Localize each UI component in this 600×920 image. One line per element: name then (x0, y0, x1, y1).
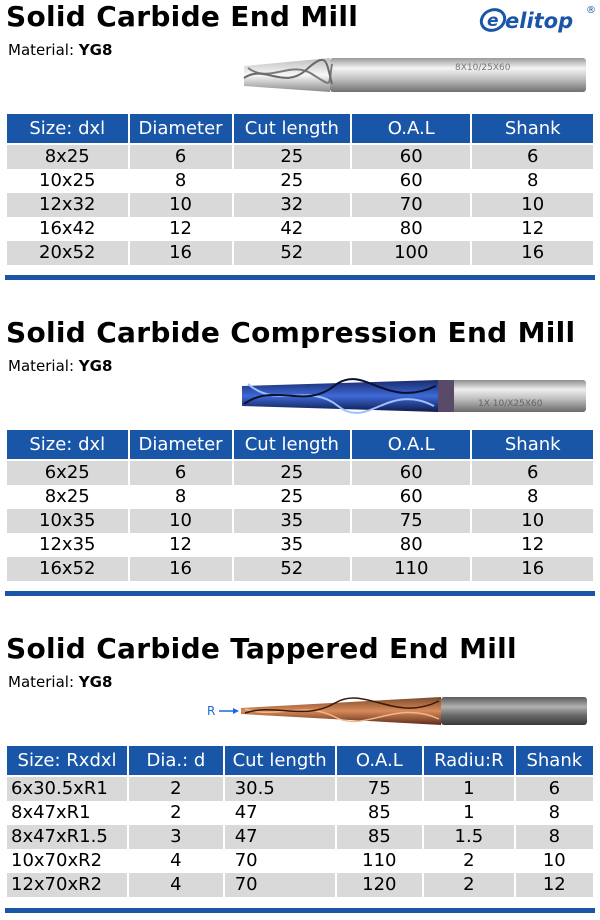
table-cell: 52 (234, 241, 350, 265)
header-cut-length: Cut length (234, 114, 350, 145)
table-row (7, 801, 593, 825)
table-row (7, 825, 593, 849)
table-row (7, 533, 593, 557)
table-row (7, 557, 593, 581)
table-cell: 47 (225, 825, 335, 849)
table-cell: 8 (516, 801, 593, 825)
table-cell: 42 (234, 217, 350, 241)
material-line (8, 673, 112, 691)
table-cell: 2 (129, 777, 223, 801)
table-cell: 110 (352, 557, 470, 581)
table-cell: 70 (225, 849, 335, 873)
table-cell: 16x42 (7, 217, 128, 241)
table-cell: 6 (130, 145, 232, 169)
radius-label: R (207, 704, 216, 718)
table-cell: 8 (130, 169, 232, 193)
table-cell: 6 (516, 777, 593, 801)
table-cell: 80 (352, 217, 470, 241)
header-cut-length: Cut length (225, 746, 335, 777)
table-cell: 60 (352, 461, 470, 485)
table-cell: 16x52 (7, 557, 128, 581)
table-cell: 47 (225, 801, 335, 825)
table-cell: 60 (352, 169, 470, 193)
table-cell: 35 (234, 509, 350, 533)
table-cell: 12 (516, 873, 593, 897)
header-shank: Shank (472, 114, 593, 145)
table-cell: 6x25 (7, 461, 128, 485)
header-size: Size: Rxdxl (7, 746, 127, 777)
header-oal: O.A.L (352, 430, 470, 461)
spec-table (5, 746, 595, 897)
material-line (8, 357, 112, 375)
table-row (7, 777, 593, 801)
table-cell: 1 (424, 777, 514, 801)
table-cell: 25 (234, 485, 350, 509)
table-cell: 2 (424, 873, 514, 897)
svg-text:e: e (487, 11, 499, 31)
table-cell: 6 (130, 461, 232, 485)
table-cell: 85 (337, 825, 422, 849)
table-cell: 8x47xR1.5 (7, 825, 127, 849)
section-divider (5, 275, 595, 280)
header-diameter: Dia.: d (129, 746, 223, 777)
registered-mark: ® (586, 5, 596, 16)
table-cell: 8x25 (7, 145, 128, 169)
table-cell: 1.5 (424, 825, 514, 849)
table-cell: 25 (234, 169, 350, 193)
tool-engraving: 1X 10/X25X60 (478, 399, 543, 409)
table-cell: 6 (472, 461, 593, 485)
table-cell: 85 (337, 801, 422, 825)
table-cell: 8x47xR1 (7, 801, 127, 825)
table-cell: 25 (234, 145, 350, 169)
table-cell: 8 (516, 825, 593, 849)
table-cell: 120 (337, 873, 422, 897)
table-cell: 12x32 (7, 193, 128, 217)
table-cell: 52 (234, 557, 350, 581)
end-mill-image (240, 54, 600, 102)
table-row (7, 873, 593, 897)
table-row (7, 509, 593, 533)
table-cell: 8x25 (7, 485, 128, 509)
table-cell: 8 (472, 169, 593, 193)
header-size: Size: dxl (7, 114, 128, 145)
table-cell: 10x70xR2 (7, 849, 127, 873)
table-cell: 10 (472, 193, 593, 217)
compression-end-mill-image (238, 376, 598, 420)
table-row (7, 241, 593, 265)
header-oal: O.A.L (337, 746, 422, 777)
table-cell: 12x70xR2 (7, 873, 127, 897)
section-divider (5, 908, 595, 913)
table-cell: 30.5 (225, 777, 335, 801)
table-cell: 80 (352, 533, 470, 557)
table-cell: 16 (472, 241, 593, 265)
spec-table (5, 114, 595, 265)
table-row (7, 485, 593, 509)
section-title: Solid Carbide End Mill (6, 0, 359, 33)
table-row (7, 849, 593, 873)
table-cell: 2 (129, 801, 223, 825)
table-cell: 6 (472, 145, 593, 169)
table-cell: 12 (472, 533, 593, 557)
header-shank: Shank (516, 746, 593, 777)
table-row (7, 169, 593, 193)
header-diameter: Diameter (130, 114, 232, 145)
table-cell: 4 (129, 873, 223, 897)
header-oal: O.A.L (352, 114, 470, 145)
header-cut-length: Cut length (234, 430, 350, 461)
table-cell: 12x35 (7, 533, 128, 557)
table-cell: 16 (130, 557, 232, 581)
table-cell: 3 (129, 825, 223, 849)
table-cell: 100 (352, 241, 470, 265)
material-value: YG8 (78, 673, 113, 691)
table-cell: 4 (129, 849, 223, 873)
table-cell: 70 (352, 193, 470, 217)
material-line (8, 41, 112, 59)
table-row (7, 461, 593, 485)
table-cell: 75 (352, 509, 470, 533)
table-cell: 10 (130, 193, 232, 217)
material-value: YG8 (78, 41, 113, 59)
table-cell: 16 (472, 557, 593, 581)
brand-logo (478, 2, 596, 36)
spec-table (5, 430, 595, 581)
header-diameter: Diameter (130, 430, 232, 461)
section-title: Solid Carbide Compression End Mill (6, 316, 576, 349)
table-cell: 1 (424, 801, 514, 825)
table-cell: 32 (234, 193, 350, 217)
material-value: YG8 (78, 357, 113, 375)
table-cell: 6x30.5xR1 (7, 777, 127, 801)
table-cell: 110 (337, 849, 422, 873)
table-cell: 16 (130, 241, 232, 265)
material-label: Material: (8, 41, 74, 59)
table-cell: 60 (352, 485, 470, 509)
header-radius: Radiu:R (424, 746, 514, 777)
table-cell: 10 (130, 509, 232, 533)
tool-engraving: 8X10/25X60 (455, 63, 511, 73)
tapered-end-mill-image (205, 693, 595, 733)
table-cell: 60 (352, 145, 470, 169)
table-cell: 2 (424, 849, 514, 873)
material-label: Material: (8, 357, 74, 375)
table-cell: 20x52 (7, 241, 128, 265)
table-cell: 10x25 (7, 169, 128, 193)
section-divider (5, 591, 595, 596)
section-title: Solid Carbide Tappered End Mill (6, 632, 517, 665)
table-cell: 10 (472, 509, 593, 533)
material-label: Material: (8, 673, 74, 691)
table-row (7, 217, 593, 241)
table-row (7, 145, 593, 169)
table-cell: 8 (130, 485, 232, 509)
table-cell: 35 (234, 533, 350, 557)
table-row (7, 193, 593, 217)
table-cell: 25 (234, 461, 350, 485)
table-cell: 12 (130, 533, 232, 557)
table-cell: 10x35 (7, 509, 128, 533)
table-cell: 12 (130, 217, 232, 241)
table-cell: 12 (472, 217, 593, 241)
table-cell: 10 (516, 849, 593, 873)
table-cell: 75 (337, 777, 422, 801)
header-shank: Shank (472, 430, 593, 461)
table-cell: 8 (472, 485, 593, 509)
brand-name: elitop (505, 9, 574, 33)
table-cell: 70 (225, 873, 335, 897)
header-size: Size: dxl (7, 430, 128, 461)
